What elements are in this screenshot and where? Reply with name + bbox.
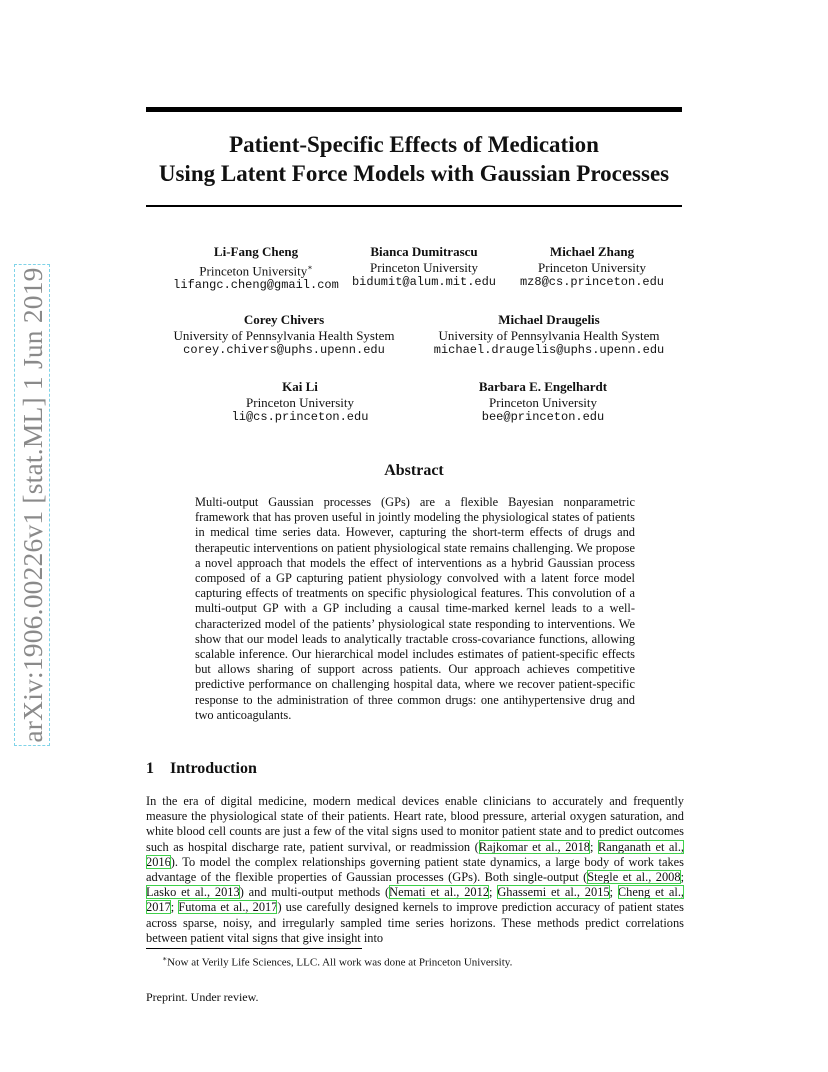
author-name: Michael Zhang — [549, 244, 635, 259]
footnote-text: Now at Verily Life Sciences, LLC. All work was done at Princeton University. — [167, 956, 513, 969]
citation-link[interactable]: Ghassemi et al., 2015 — [497, 885, 610, 900]
author-email[interactable]: bidumit@alum.mit.edu — [351, 275, 497, 289]
citation-link[interactable]: Lasko et al., 2013 — [146, 885, 240, 900]
author-affiliation: Princeton University∗ — [199, 262, 313, 278]
author-email[interactable]: li@cs.princeton.edu — [231, 410, 369, 424]
author-affiliation: Princeton University — [538, 259, 646, 275]
preprint-note: Preprint. Under review. — [146, 990, 259, 1004]
author-email[interactable]: mz8@cs.princeton.edu — [519, 275, 665, 289]
citation-link[interactable]: Rajkomar et al., 2018 — [478, 839, 590, 854]
author-block — [146, 244, 366, 294]
citation-link[interactable]: Futoma et al., 2017 — [178, 900, 278, 915]
arxiv-identifier[interactable]: arXiv:1906.00226v1 [stat.ML] 1 Jun 2019 — [17, 267, 48, 743]
citation-link[interactable]: Ranganath et al., 2016 — [146, 839, 685, 869]
author-block — [146, 312, 422, 359]
paper-title — [146, 130, 682, 188]
author-email[interactable]: lifangc.cheng@gmail.com — [173, 278, 339, 293]
author-block — [502, 244, 682, 291]
section-number: 1 — [146, 760, 154, 777]
citation-link[interactable]: Nemati et al., 2012 — [389, 885, 490, 900]
title-bottom-rule — [146, 205, 682, 207]
author-affiliation: Princeton University — [370, 259, 478, 275]
abstract-text: Multi-output Gaussian processes (GPs) are a flexible Bayesian nonparametric framework that has proven useful in jointly modeling the physiological states of patients in medical time series data. However, capturing the short-term effects of drugs and therapeutic interventions on patient physiological state remains challenging. We propose a novel approach that models the effect of interventions as a hybrid Gaussian process composed of a GP capturing patient physiology convolved with a latent force model capturing effects of treatments on specific physiological features. This convolution of a multi-output GP with a GP including a causal time-marked kernel leads to a well-characterized model of the patients’ physiological state responding to interventions. We show that our model leads to analytically tractable cross-covariance functions, allowing scalable inference. Our hierarchical model includes estimates of patient-specific effects but allows sharing of support across patients. Our approach achieves competitive predictive performance on challenging hospital data, where we recover patient-specific response to the administration of three common drugs: one antihypertensive drug and two anticoagulants. — [195, 495, 635, 722]
author-block — [443, 379, 643, 426]
author-email[interactable]: corey.chivers@uphs.upenn.edu — [183, 343, 385, 357]
abstract-heading: Abstract — [384, 462, 444, 479]
footnote-marker: ∗ — [307, 262, 313, 272]
author-name: Bianca Dumitrascu — [370, 244, 478, 259]
title-line-1: Patient-Specific Effects of Medication — [229, 132, 599, 157]
footnote-rule — [146, 948, 362, 949]
author-name: Li-Fang Cheng — [213, 244, 299, 259]
section-heading — [146, 760, 257, 778]
author-email[interactable]: bee@princeton.edu — [481, 410, 605, 424]
author-name: Kai Li — [282, 379, 318, 394]
citation-link[interactable]: Cheng et al., 2017 — [146, 885, 685, 915]
author-name: Corey Chivers — [243, 312, 325, 327]
section-title: Introduction — [170, 760, 257, 777]
introduction-paragraph: In the era of digital medicine, modern medical devices enable clinicians to accurately and frequently measure the physiological state of their patients. Heart rate, blood pressure, arterial oxygen saturation, and white blood cell counts are just a few of the vital signs used to monitor patient state and to predict outcomes such as hospital discharge rate, patient survival, or readmission (Rajkomar et al., 2018; Ranganath et al., 2016). To model the complex relationships governing patient state dynamics, a large body of work takes advantage of the flexible properties of Gaussian processes (GPs). Both single-output (Stegle et al., 2008; Lasko et al., 2013) and multi-output methods (Nemati et al., 2012; Ghassemi et al., 2015; Cheng et al., 2017; Futoma et al., 2017) use carefully designed kernels to improve prediction accuracy of patient states across sparse, noisy, and irregularly sampled time series horizons. These methods predict correlations between patient vital signs that give insight into — [146, 794, 685, 945]
title-top-rule — [146, 107, 682, 112]
author-block — [200, 379, 400, 426]
author-name: Barbara E. Engelhardt — [478, 379, 608, 394]
author-affiliation: University of Pennsylvania Health System — [438, 327, 660, 343]
author-email[interactable]: michael.draugelis@uphs.upenn.edu — [433, 343, 665, 357]
author-affiliation: University of Pennsylvania Health System — [173, 327, 395, 343]
author-block — [416, 312, 682, 359]
citation-link[interactable]: Stegle et al., 2008 — [587, 870, 681, 885]
footnote-marker: ∗ — [162, 954, 168, 963]
title-line-2: Using Latent Force Models with Gaussian Processes — [158, 161, 670, 186]
author-block — [334, 244, 514, 291]
author-affiliation: Princeton University — [246, 394, 354, 410]
author-name: Michael Draugelis — [498, 312, 600, 327]
footnote — [146, 952, 682, 970]
author-affiliation: Princeton University — [489, 394, 597, 410]
